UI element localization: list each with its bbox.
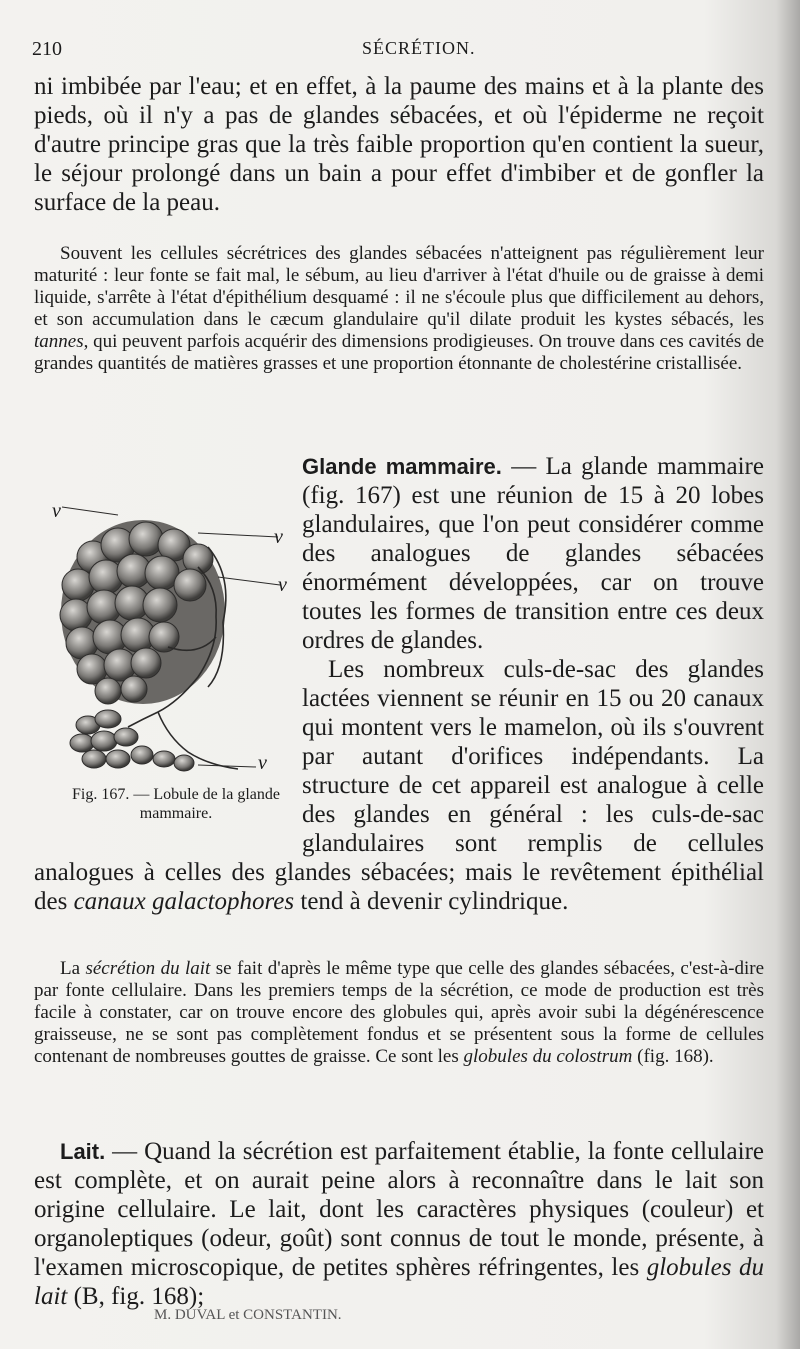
paragraph-secretion-du-lait: La sécrétion du lait se fait d'après le même type que celle des glandes sébacées, c'est-à-dire par fonte cellulaire. Dans les premiers temps de la sécrétion, ce mode de production est très facile à constater, car on trouve encore des globules qui, après avoir subi la dégénérescence graisseuse, ne se sont pas complètement fondus et se présentent sous la forme de cellules contenant de nombreuses gouttes de graisse. Ce sont les globules du colostrum (fig. 168). xyxy=(34,958,765,1067)
paragraph-culs-de-sac: Les nombreux culs-de-sac des glandes lactées viennent se réunir en 15 ou 20 canaux qui montent vers le mamelon, où ils s'ouvrent par autant d'orifices indépendants. La structure de cet appareil est analogue à celle des glandes en général : les culs-de-sac glandulaires sont remplis de cellules analogues à celles des glandes sébacées; mais le revêtement épithélial des canaux galactophores tend à devenir cylindrique. xyxy=(34,656,764,915)
figure-label-v-1: v xyxy=(52,500,61,522)
main-lobule-cluster xyxy=(60,520,225,704)
page-number: 210 xyxy=(32,38,62,60)
figure-label-v-2: v xyxy=(274,526,283,548)
paragraph-kystes-sebaces: Souvent les cellules sécrétrices des glandes sébacées n'atteignent pas régulièrement leur maturité : leur fonte se fait mal, le sébum, au lieu d'arriver à l'état d'huile ou de graisse à demi liquide, s'arrête à l'état d'épithélium desquamé : il ne s'écoule plus que difficilement au dehors, et son accumulation dans le cæcum glandulaire qu'il dilate produit les kystes sébacés, les tannes, qui peuvent parfois acquérir des dimensions prodigieuses. On trouve dans ces cavités de grandes quantités de matières grasses et une proportion étonnante de cholestérine cristallisée. xyxy=(34,243,764,374)
page-header xyxy=(32,38,762,64)
mammary-lobule-illustration xyxy=(48,497,288,787)
figure-167 xyxy=(34,452,292,847)
paragraph-bain: ni imbibée par l'eau; et en effet, à la paume des mains et à la plante des pieds, où il n'y a pas de glandes sébacées, et où l'épiderme ne reçoit d'autre principe gras que la très faible proportion qu'en contient la sueur, le séjour prolongé dans un bain a pour effet d'imbiber et de gonfler la surface de la peau. xyxy=(34,73,764,216)
paragraph-glande-mammaire: Glande mammaire. — La glande mammaire (fig. 167) est une réunion de 15 à 20 lobes glandulaires, que l'on peut considérer comme des analogues de glandes sébacées énormément développées, car on trouve toutes les formes de transition entre ces deux ordres de glandes. xyxy=(302,453,764,654)
heading-lait: Lait. xyxy=(60,1139,106,1164)
emphasis-canaux-galactophores: canaux galactophores xyxy=(73,888,295,915)
emphasis-globules-du-lait: globules du lait xyxy=(34,1254,765,1310)
emphasis-globules-du-colostrum: globules du colostrum xyxy=(463,1046,633,1067)
figure-label-v-3: v xyxy=(278,574,287,596)
section-glande-mammaire xyxy=(34,452,764,916)
figure-caption: Fig. 167. — Lobule de la glande mammaire. xyxy=(72,786,280,822)
printer-signature: M. DUVAL et CONSTANTIN. xyxy=(154,1307,342,1323)
emphasis-secretion-du-lait: sécrétion du lait xyxy=(85,958,211,979)
emphasis-tannes: tannes xyxy=(34,331,84,352)
running-title: SÉCRÉTION. xyxy=(362,38,476,58)
figure-label-v-4: v xyxy=(258,752,267,774)
paragraph-lait: Lait. — Quand la sécrétion est parfaitement établie, la fonte cellulaire est complète, et on aurait peine alors à reconnaître dans le lait son origine cellulaire. Le lait, dont les caractères physiques (couleur) et organoleptiques (odeur, goût) sont connus de tout le monde, présente, à l'examen microscopique, de petites sphères réfringentes, les globules du lait (B, fig. 168); xyxy=(34,1138,765,1310)
heading-glande-mammaire: Glande mammaire. xyxy=(302,454,502,479)
